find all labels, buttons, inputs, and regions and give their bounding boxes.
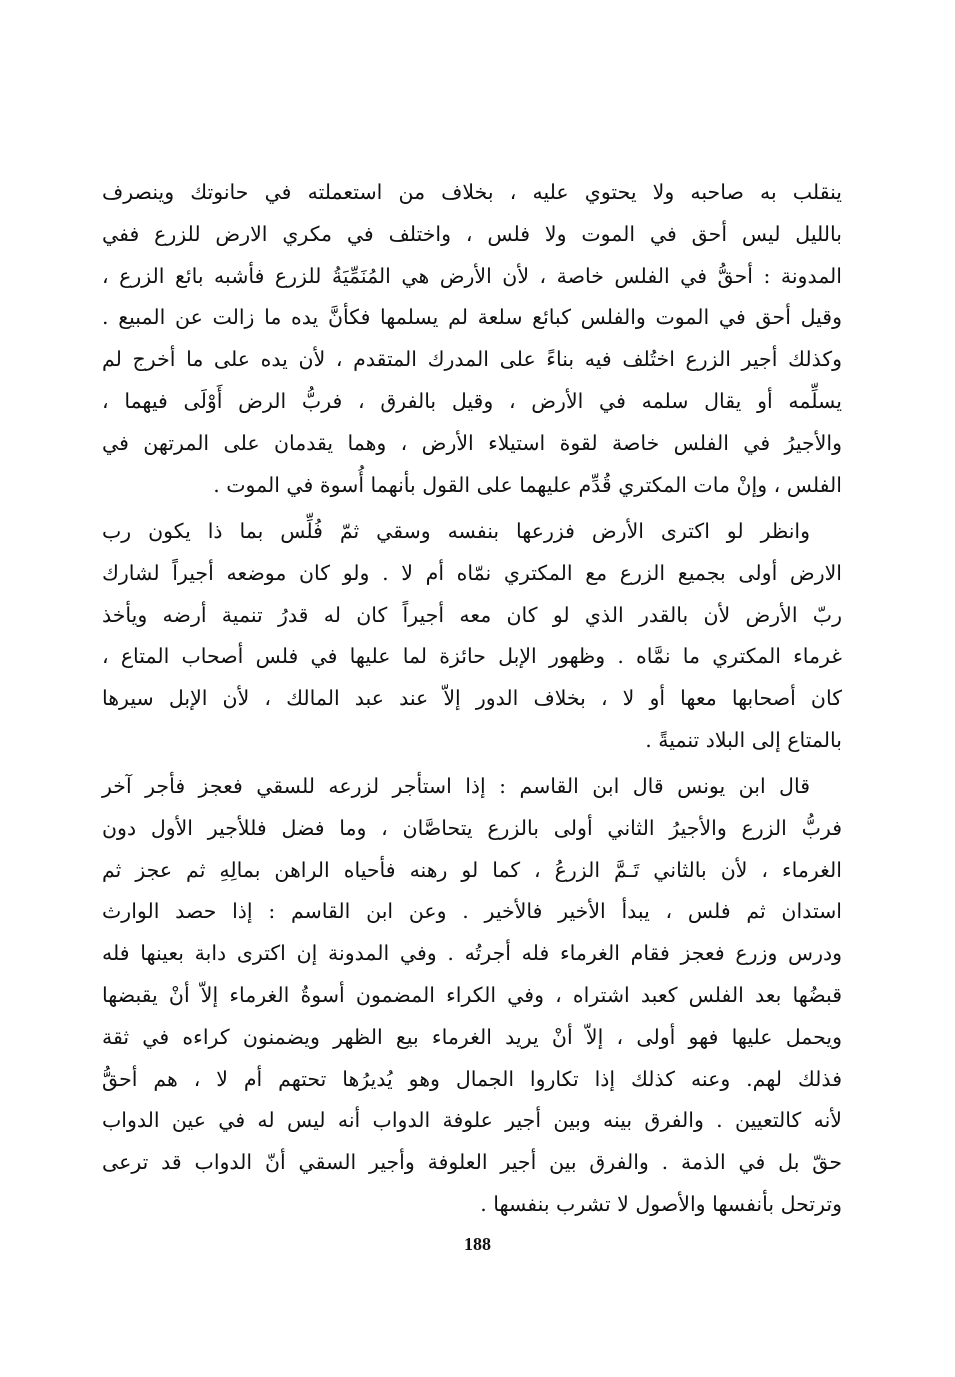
- text-line: ويحمل عليها فهو أولى ، إلاّ أنْ يريد الغرماء بيع الظهر ويضمنون كراءه في ثقة: [102, 1024, 842, 1049]
- text-line: كان أصحابها معها أو لا ، بخلاف الدور إلاّ عند عبد المالك ، لأن الإبل سيرها: [102, 686, 842, 711]
- page-number: 188: [464, 1234, 491, 1254]
- text-line: غرماء المكتري ما نمَّاه . وظهور الإبل حائزة لما عليها في فلس أصحاب المتاع ،: [102, 644, 842, 669]
- text-line: الفلس ، وإنْ مات المكتري قُدِّم عليهما على القول بأنهما أُسوة في الموت .: [213, 472, 842, 497]
- text-line: المدونة : أحقُّ في الفلس خاصة ، لأن الأرض هي المُنَمِّيَةُ للزرع فأشبه بائع الزرع ،: [102, 263, 842, 288]
- text-line: الغرماء ، لأن بالثاني تَـمَّ الزرعُ ، كما لو رهنه فأحياه الراهن بمالِهِ ثم عجز ثم: [102, 857, 842, 882]
- text-line: فربُّ الزرع والأجيرُ الثاني أولى بالزرع يتحاصَّان ، وما فضل فللأجير الأول دون: [102, 815, 842, 840]
- text-line: حقّ بل في الذمة . والفرق بين أجير العلوفة وأجير السقي أنّ الدواب قد ترعى: [102, 1150, 842, 1175]
- text-line: يسلِّمه أو يقال سلمه في الأرض ، وقيل بالفرق ، فربُّ الرض أَوْلَى فيهما ،: [102, 388, 842, 413]
- text-line: ينقلب به صاحبه ولا يحتوي عليه ، بخلاف من استعملته في حانوتك وينصرف: [102, 180, 842, 204]
- text-line: وانظر لو اكترى الأرض فزرعها بنفسه وسقي ثمّ فُلِّس بما ذا يكون رب: [102, 519, 810, 543]
- text-line: فذلك لهم. وعنه كذلك إذا تكاروا الجمال وهو يُديرُها تحتهم أم لا ، هم أحقُّ: [102, 1066, 842, 1091]
- text-line: بالمتاع إلى البلاد تنميةً .: [645, 727, 842, 752]
- paragraph-3: [102, 766, 842, 1226]
- text-line: ودرس وزرع فعجز فقام الغرماء فله أجرتُه . وفي المدونة إن اكترى دابة بعينها فله: [102, 941, 842, 966]
- text-line: قال ابن يونس قال ابن القاسم : إذا استأجر لزرعه للسقي فعجز فأجر آخر: [102, 774, 810, 798]
- text-line: الارض أولى بجميع الزرع مع المكتري نمّاه أم لا . ولو كان موضعه أجيراً لشارك: [102, 560, 842, 585]
- paragraph-2: [102, 511, 842, 762]
- text-line: قبضُها بعد الفلس كعبد اشتراه ، وفي الكراء المضمون أسوةُ الغرماء إلاّ أنْ يقبضها: [102, 982, 842, 1007]
- text-line: والأجيرُ في الفلس خاصة لقوة استيلاء الأرض ، وهما يقدمان على المرتهن في: [102, 430, 842, 455]
- paragraph-1: [102, 172, 842, 506]
- text-line: وكذلك أجير الزرع اختُلف فيه بناءً على المدرك المتقدم ، لأن يده على ما أخرج لم: [102, 347, 842, 372]
- text-line: وترتحل بأنفسها والأصول لا تشرب بنفسها .: [480, 1191, 842, 1216]
- text-line: ربّ الأرض لأن بالقدر الذي لو كان معه أجيراً كان له قدرُ تنمية أرضه ويأخذ: [102, 602, 842, 627]
- text-line: لأنه كالتعيين . والفرق بينه وبين أجير علوفة الدواب أنه ليس له في عين الدواب: [102, 1108, 842, 1133]
- text-line: وقيل أحق في الموت والفلس كبائع سلعة لم يسلمها فكأنَّ يده ما زالت عن المبيع .: [102, 305, 842, 330]
- text-line: بالليل ليس أحق في الموت ولا فلس ، واختلف في مكري الارض للزرع ففي: [102, 221, 842, 246]
- text-line: استدان ثم فلس ، يبدأ الأخير فالأخير . وعن ابن القاسم : إذا حصد الوارث: [102, 899, 842, 924]
